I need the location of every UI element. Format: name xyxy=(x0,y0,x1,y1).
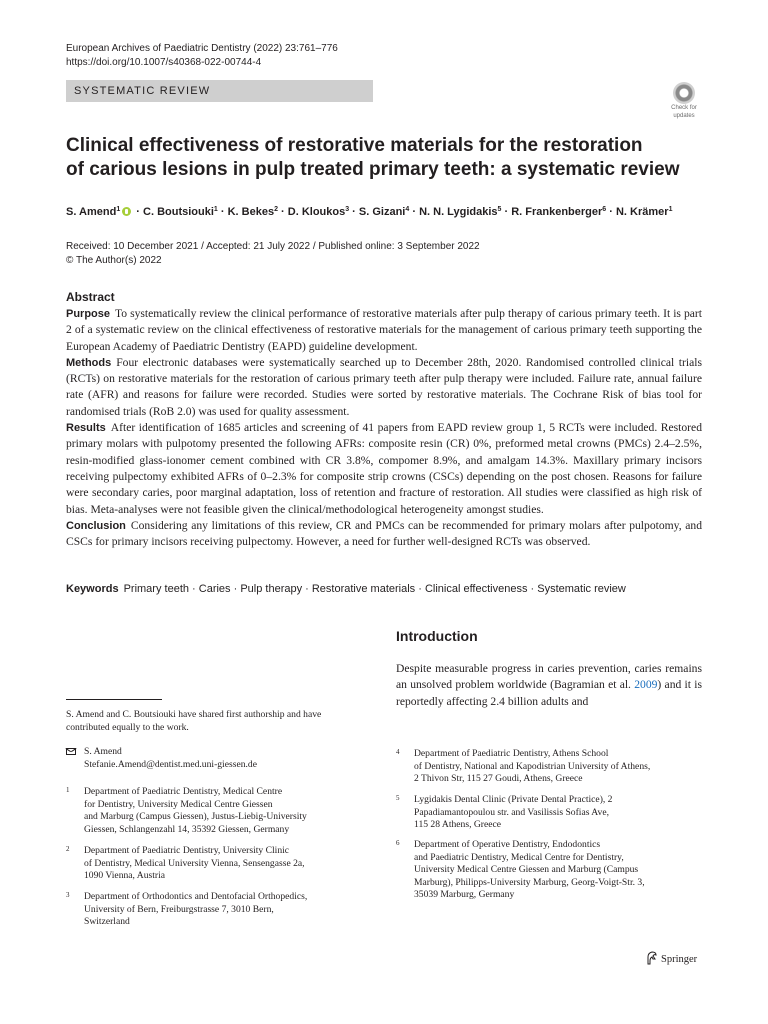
check-for-updates-badge[interactable] xyxy=(664,82,704,124)
check-updates-line1: Check for xyxy=(671,105,697,111)
affiliation-5 xyxy=(396,794,686,832)
author[interactable] xyxy=(143,206,218,218)
affiliation-line: Department of Orthodontics and Dentofacial Orthopedics, xyxy=(84,891,308,902)
abstract-text: Considering any limitations of this review, CR and PMCs can be recommended for primary molars after pulpotomy, and CSCs for primary incisors receiving pulpectomy. However, a need for further well-designed RCTs was observed. xyxy=(66,518,702,549)
affiliation-line: University of Bern, Freiburgstrasse 7, 3010 Bern, xyxy=(84,903,274,915)
check-updates-line2: updates xyxy=(673,113,695,119)
received-accepted-published: Received: 10 December 2021 / Accepted: 21 July 2022 / Published online: 3 September 2022 xyxy=(66,241,480,252)
abstract-body xyxy=(66,306,702,550)
keywords-label: Keywords xyxy=(66,583,119,595)
author-separator: · xyxy=(606,206,616,218)
abstract-text: After identification of 1685 articles and screening of 41 papers from EAPD review group 1, 5 RCTs were included. Restored primary molars with pulpotomy presented the following AFRs: composite resin (CR) 0%, preformed metal crowns (PMCs) 2.4–2.5%, resin-modified glass-ionomer cement combined with CR 3.8%, compomer 8.9%, and amalgam 14.3%. Maxillary primary incisors receiving pulpectomy exhibited AFRs of 0–2.3% for composite strip crowns (CSCs) depending on the post chosen. Reasons for failure were secondary caries, poor marginal adaptation, loss of retention and fracture of restoration. All studies were classified as high risk of bias. Meta-analyses were not feasible given the clinical/methodological heterogeneity amongst studies. xyxy=(66,421,702,516)
article-title xyxy=(66,134,706,182)
author-separator: · xyxy=(277,206,288,218)
contact-name: S. Amend xyxy=(84,746,122,757)
affiliation-line: Switzerland xyxy=(84,916,130,927)
affiliation-line: of Dentistry, Medical University Vienna, Sensengasse 2a, xyxy=(84,857,305,869)
affiliation-line: and Marburg (Campus Giessen), Justus-Liebig-University xyxy=(84,811,307,822)
author-affiliation-sup: 5 xyxy=(497,206,502,213)
author[interactable] xyxy=(616,206,672,218)
author[interactable] xyxy=(228,206,278,218)
intro-text-after: ) and it is reportedly affecting 2.4 billion adults and xyxy=(396,678,702,708)
author-affiliation-sup: 1 xyxy=(116,206,121,213)
author-affiliation-sup: 1 xyxy=(668,206,673,213)
publisher-name: Springer xyxy=(661,954,698,965)
title-line-2: of carious lesions in pulp treated primary teeth: a systematic review xyxy=(66,159,680,180)
abstract-label: Purpose xyxy=(66,308,111,320)
author-name: C. Boutsiouki xyxy=(143,206,214,218)
affiliation-line: and Paediatric Dentistry, Medical Centre for Dentistry, xyxy=(414,851,624,863)
affiliation-line: Department of Paediatric Dentistry, Athens School xyxy=(414,748,609,759)
author-separator: · xyxy=(501,206,512,218)
affiliation-number: 3 xyxy=(66,891,70,899)
abstract-conclusion xyxy=(66,518,702,551)
author-affiliation-sup: 1 xyxy=(213,206,218,213)
author-name: R. Frankenberger xyxy=(511,206,603,218)
check-updates-icon xyxy=(673,82,695,104)
affiliation-number: 5 xyxy=(396,794,400,802)
doi-link[interactable]: https://doi.org/10.1007/s40368-022-00744-4 xyxy=(66,57,262,68)
affiliation-line: Lygidakis Dental Clinic (Private Dental Practice), 2 xyxy=(414,794,613,805)
affiliation-line: of Dentistry, National and Kapodistrian University of Athens, xyxy=(414,760,651,772)
springer-horse-icon xyxy=(646,951,658,965)
author-affiliation-sup: 6 xyxy=(602,206,607,213)
affiliation-line: Department of Paediatric Dentistry, University Clinic xyxy=(84,845,290,856)
keywords xyxy=(66,581,706,597)
keywords-text: Primary teeth · Caries · Pulp therapy · Restorative materials · Clinical effectiveness · Systematic review xyxy=(123,583,626,595)
affiliation-line: 2 Thivon Str, 115 27 Goudi, Athens, Greece xyxy=(414,773,583,784)
affiliation-line: 35039 Marburg, Germany xyxy=(414,889,515,900)
author-list xyxy=(66,202,716,220)
affiliation-line: Giessen, Schlangenzahl 14, 35392 Giessen, Germany xyxy=(84,823,290,835)
affiliation-number: 2 xyxy=(66,845,70,853)
author[interactable] xyxy=(359,206,409,218)
affiliation-number: 4 xyxy=(396,748,400,756)
abstract-label: Conclusion xyxy=(66,519,126,532)
author-separator: · xyxy=(349,206,359,218)
author[interactable] xyxy=(288,206,349,218)
abstract-label: Methods xyxy=(66,356,112,369)
affiliation-line: for Dentistry, University Medical Centre Giessen xyxy=(84,798,273,810)
abstract-methods xyxy=(66,355,702,420)
author[interactable] xyxy=(511,206,606,218)
affiliation-2 xyxy=(66,845,356,883)
introduction-heading: Introduction xyxy=(396,628,478,644)
author-affiliation-sup: 2 xyxy=(274,206,278,213)
citation-link[interactable]: 2009 xyxy=(634,678,658,692)
affiliation-1 xyxy=(66,786,356,836)
author-separator: · xyxy=(133,206,144,218)
author-separator: · xyxy=(217,206,228,218)
orcid-icon[interactable] xyxy=(122,207,131,216)
abstract-results xyxy=(66,420,702,518)
affiliation-4 xyxy=(396,748,686,786)
footnote-divider xyxy=(66,699,162,700)
author-affiliation-sup: 3 xyxy=(345,206,350,213)
affiliation-number: 6 xyxy=(396,839,400,847)
intro-text-before: Despite measurable progress in caries prevention, caries remains an unsolved problem worldwide (Bagramian et al. xyxy=(396,662,702,692)
affiliation-line: Department of Operative Dentistry, Endodontics xyxy=(414,839,601,850)
author-name: S. Amend xyxy=(66,206,117,218)
abstract-purpose xyxy=(66,306,702,355)
affiliation-line: Department of Paediatric Dentistry, Medical Centre xyxy=(84,786,283,797)
author-name: N. N. Lygidakis xyxy=(419,206,498,218)
affiliation-line: University Medical Centre Giessen and Marburg (Campus xyxy=(414,864,639,875)
affiliation-line: Papadiamantopoulou str. and Vasilissis Sofias Ave, xyxy=(414,806,609,818)
envelope-icon xyxy=(66,748,76,755)
author-name: D. Kloukos xyxy=(287,206,346,218)
affiliation-line: 115 28 Athens, Greece xyxy=(414,819,502,830)
publication-dates xyxy=(66,240,480,268)
publisher-logo xyxy=(646,951,697,968)
corresponding-author xyxy=(66,746,366,771)
abstract-heading: Abstract xyxy=(66,290,115,304)
author-affiliation-sup: 4 xyxy=(405,206,410,213)
contact-email[interactable]: Stefanie.Amend@dentist.med.uni-giessen.de xyxy=(84,758,257,770)
author-name: S. Gizani xyxy=(358,206,406,218)
author[interactable] xyxy=(66,206,133,218)
affiliation-number: 1 xyxy=(66,786,70,794)
abstract-text: Four electronic databases were systematically searched up to December 28th, 2020. Randomised controlled clinical trials (RCTs) on restorative materials for the restoration of carious primary teeth after pulp therapy were included. Failure rate, annual failure rate (AFR) and reasons for failure were recorded. Studies were sorted by restorative materials. The Cochrane Risk of bias tool for randomised trials (RoB 2.0) was used for quality assessment. xyxy=(66,355,702,418)
affiliation-3 xyxy=(66,891,356,929)
author-name: N. Krämer xyxy=(615,206,669,218)
affiliation-line: 1090 Vienna, Austria xyxy=(84,870,166,881)
article-type-banner: SYSTEMATIC REVIEW xyxy=(66,80,373,102)
introduction-text xyxy=(396,661,702,710)
affiliation-line: Marburg), Philipps-University Marburg, Georg-Voigt-Str. 3, xyxy=(414,876,645,888)
author[interactable] xyxy=(419,206,501,218)
abstract-text: To systematically review the clinical performance of restorative materials after pulp therapy of carious primary teeth. It is part 2 of a systematic review on the clinical effectiveness of restorative materials for the management of carious primary teeth supporting the European Academy of Paediatric Dentistry (EAPD) guideline development. xyxy=(66,307,702,353)
author-separator: · xyxy=(409,206,420,218)
abstract-label: Results xyxy=(66,422,106,435)
shared-authorship-note: S. Amend and C. Boutsiouki have shared first authorship and have contributed equally to the work. xyxy=(66,709,322,733)
title-line-1: Clinical effectiveness of restorative materials for the restoration xyxy=(66,135,643,156)
copyright: © The Author(s) 2022 xyxy=(66,255,162,266)
journal-citation: European Archives of Paediatric Dentistry (2022) 23:761–776 xyxy=(66,43,338,54)
affiliation-6 xyxy=(396,839,686,902)
author-name: K. Bekes xyxy=(227,206,275,218)
